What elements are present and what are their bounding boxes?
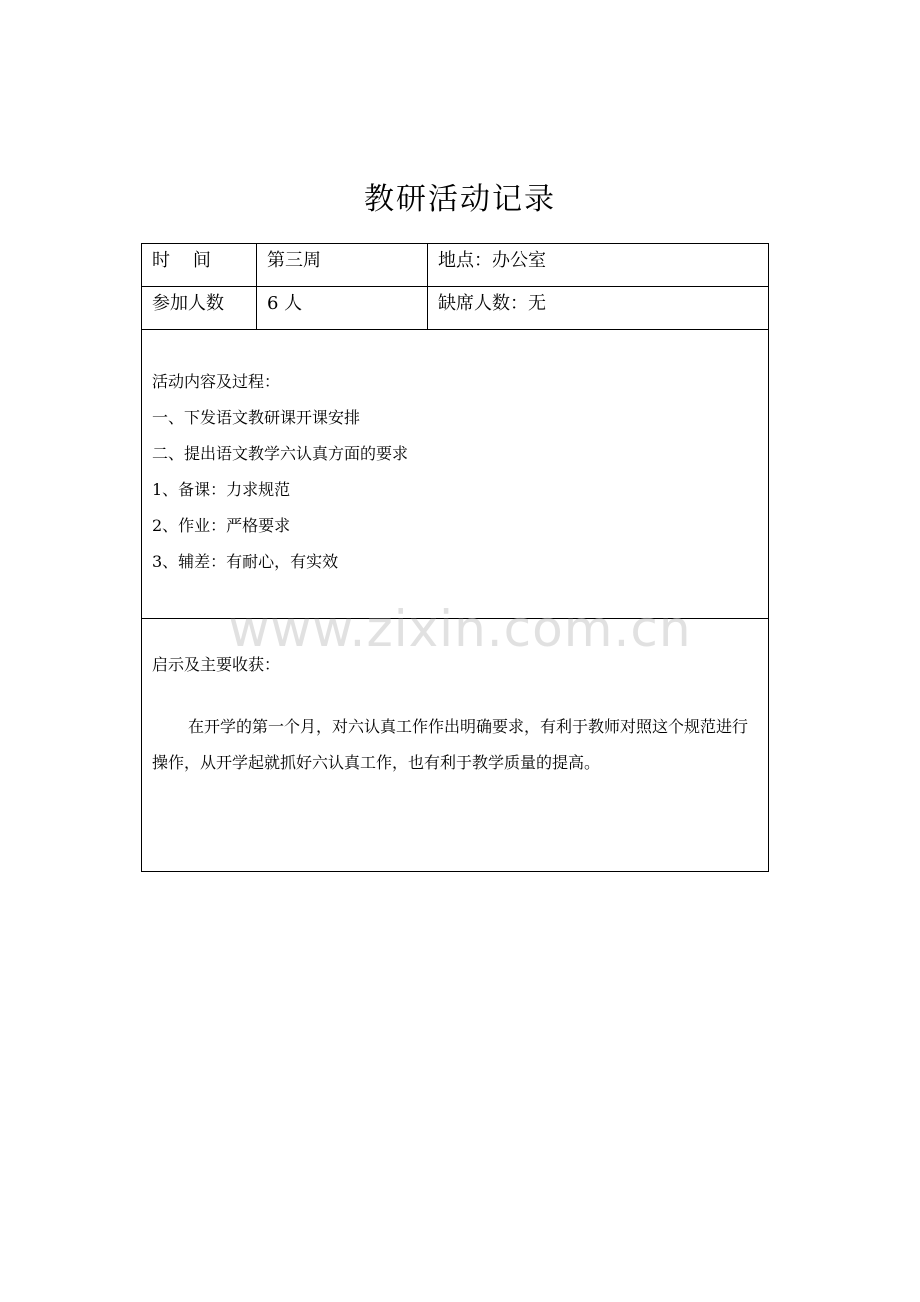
content-cell xyxy=(142,330,769,619)
activity-record-table xyxy=(141,243,769,872)
attendance-value: 6 人 xyxy=(267,293,303,314)
content-line: 二、提出语文教学六认真方面的要求 xyxy=(152,444,409,463)
insight-paragraph: 在开学的第一个月，对六认真工作作出明确要求，有利于教师对照这个规范进行操作，从开学起就抓好六认真工作，也有利于教学质量的提高。 xyxy=(152,717,749,772)
attendance-label-cell xyxy=(142,287,257,330)
time-value: 第三周 xyxy=(267,250,321,271)
attendance-row xyxy=(142,287,769,330)
location-cell xyxy=(428,244,769,287)
document-title: 教研活动记录 xyxy=(364,182,556,217)
attendance-label: 参加人数 xyxy=(152,293,224,314)
content-line: 3、辅差：有耐心，有实效 xyxy=(152,552,339,571)
time-value-cell xyxy=(257,244,428,287)
absence-text: 缺席人数：无 xyxy=(438,293,546,314)
content-line: 1、备课：力求规范 xyxy=(152,480,291,499)
content-row xyxy=(142,330,769,619)
location-text: 地点：办公室 xyxy=(438,250,546,271)
watermark: www.zixin.com.cn xyxy=(228,600,692,658)
content-line: 一、下发语文教研课开课安排 xyxy=(152,408,361,427)
time-label-cell xyxy=(142,244,257,287)
time-label: 时 间 xyxy=(152,250,211,271)
insight-cell xyxy=(142,619,769,872)
insight-row xyxy=(142,619,769,872)
attendance-value-cell xyxy=(257,287,428,330)
content-block xyxy=(142,330,768,580)
insight-heading: 启示及主要收获： xyxy=(152,655,281,674)
insight-block xyxy=(142,619,768,781)
time-row xyxy=(142,244,769,287)
content-line: 2、作业：严格要求 xyxy=(152,516,291,535)
absence-cell xyxy=(428,287,769,330)
content-heading: 活动内容及过程： xyxy=(152,372,281,391)
